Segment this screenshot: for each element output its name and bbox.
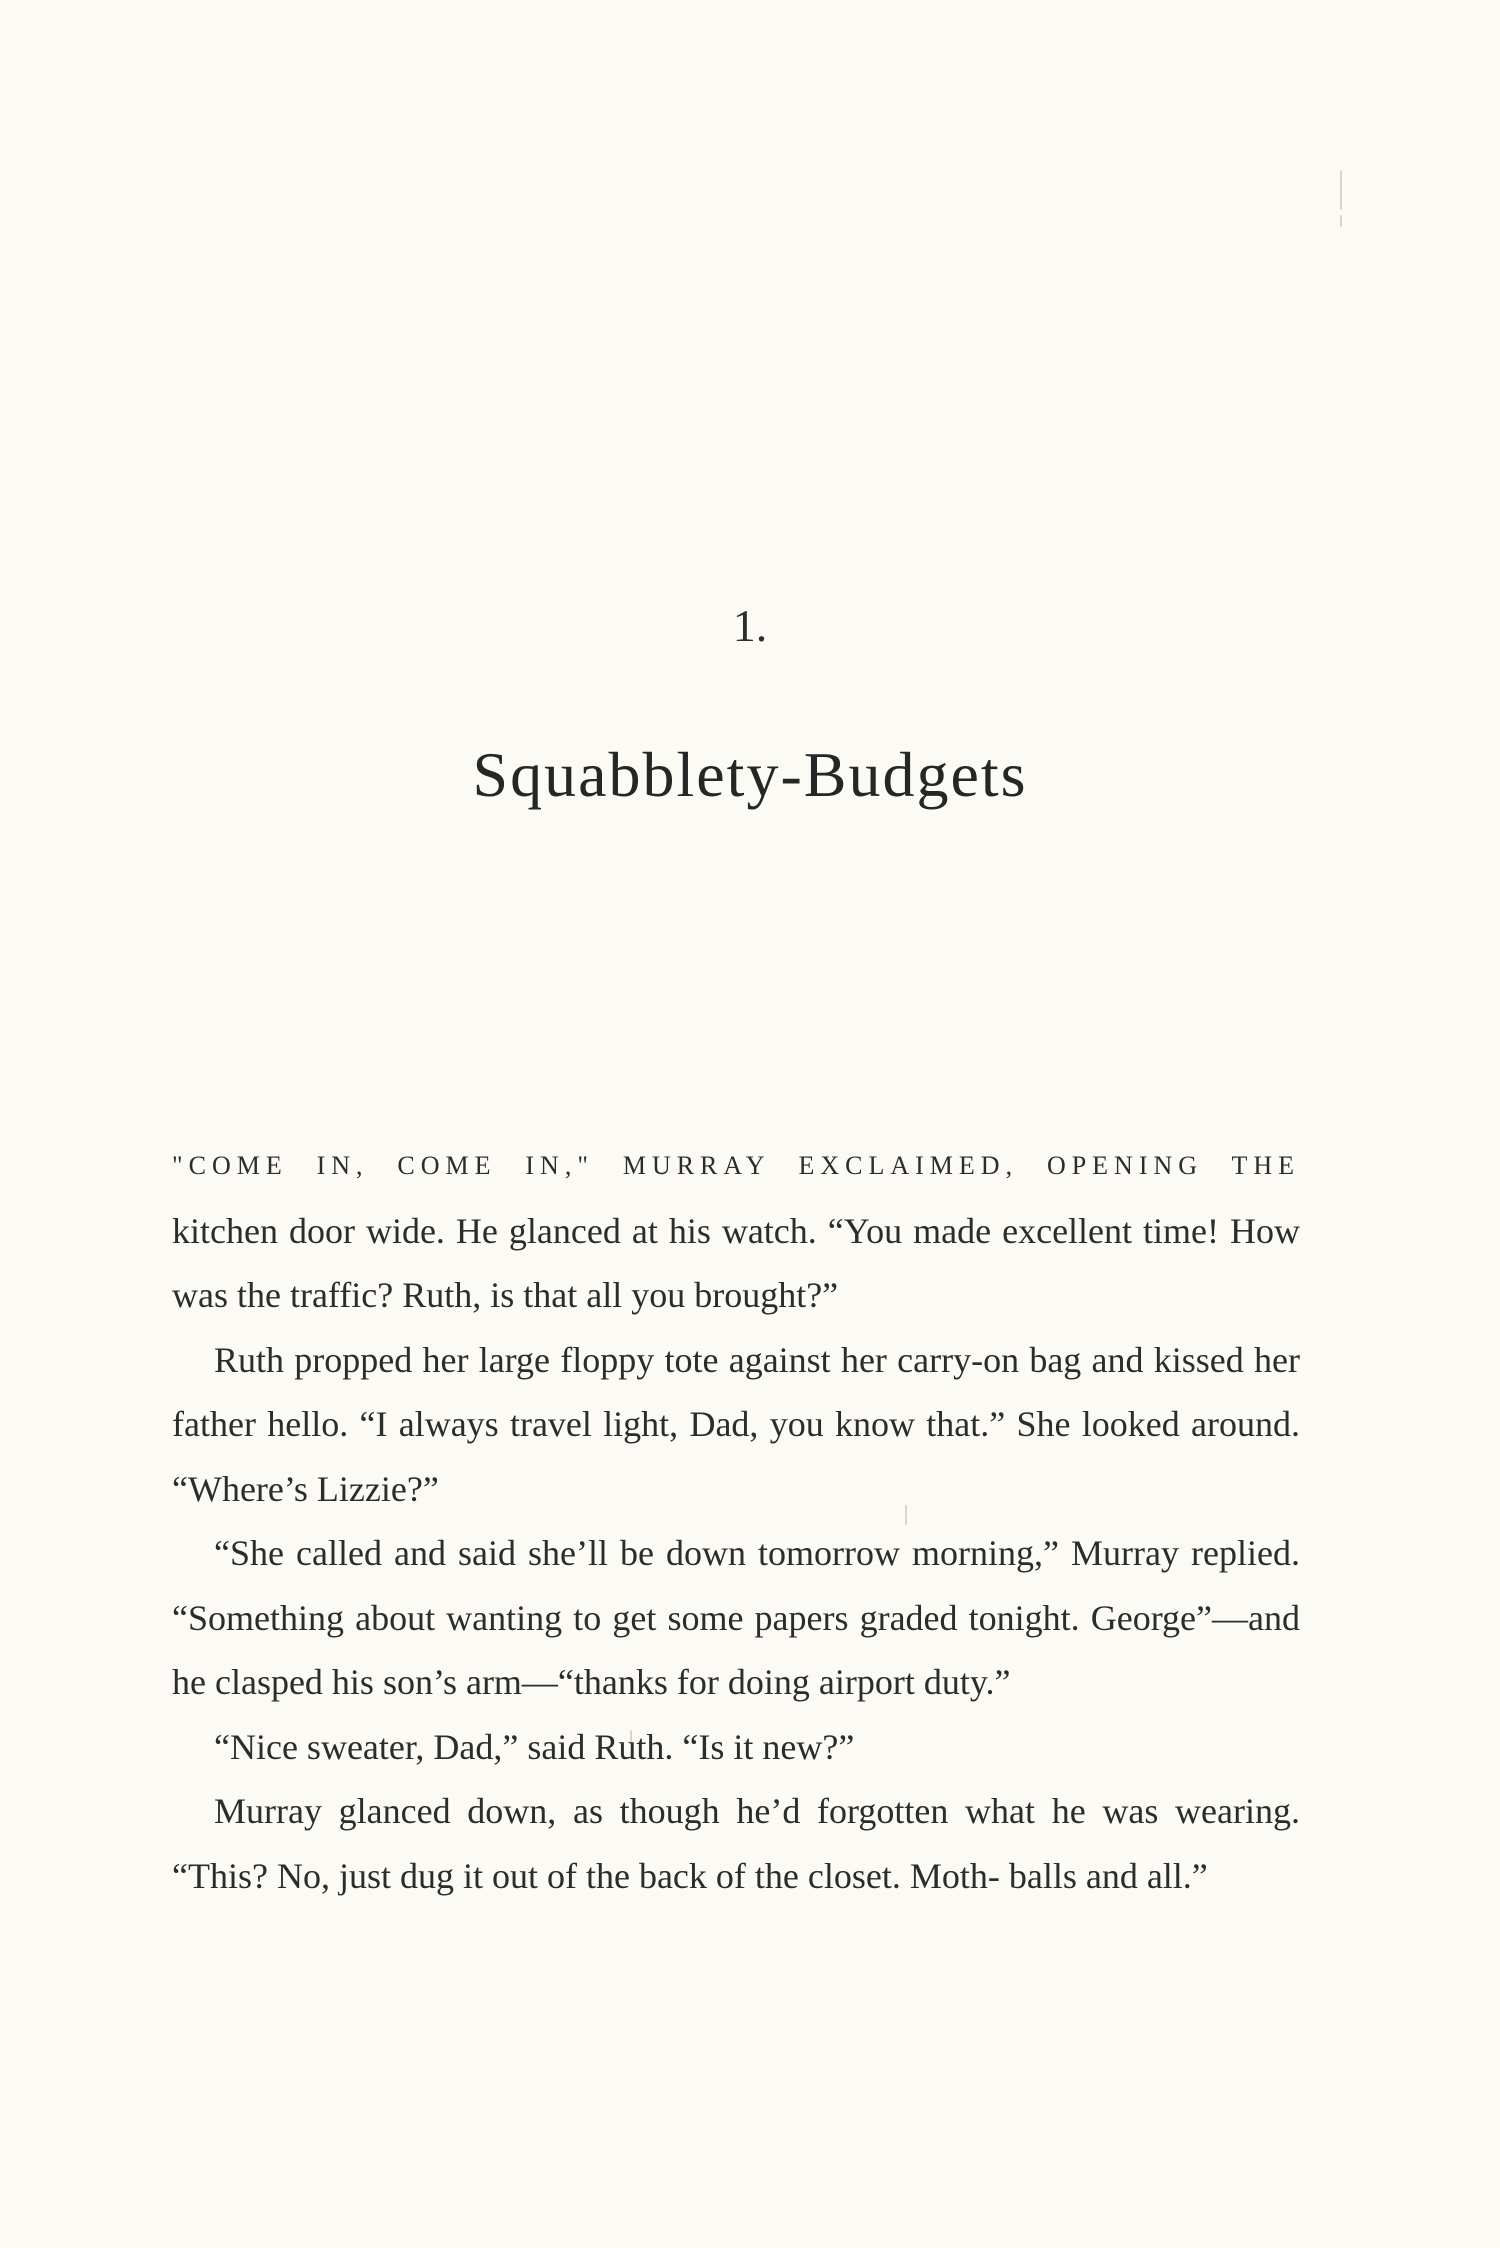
paragraph: “Nice sweater, Dad,” said Ruth. “Is it new?” [214,1726,855,1767]
scan-mark [1340,170,1342,210]
paragraph: Murray glanced down, as though he’d forgotten what he was wearing. “This? No, just dug it out of the back of the closet. Moth- balls and all.” [172,1791,1300,1896]
scan-mark [1340,215,1342,227]
opening-rest: kitchen door wide. He glanced at his watch. “You made excellent time! How was the traffic? Ruth, is that all you brought?” [172,1210,1300,1315]
paragraph: “She called and said she’ll be down tomorrow morning,” Murray replied. “Something about wanting to get some papers graded tonight. George”—and he clasped his son’s arm—“thanks for doing airport duty.” [172,1533,1300,1702]
chapter-number: 1. [732,600,768,651]
chapter-body [172,1130,1300,1908]
paragraph: Ruth propped her large floppy tote against her carry-on bag and kissed her father hello. “I always travel light, Dad, you know that.” She looked around. “Where’s Lizzie?” [172,1339,1300,1509]
opening-smallcaps: "COME IN, COME IN," MURRAY EXCLAIMED, OPENING THE [172,1151,1300,1180]
paragraph-opening [172,1130,1300,1328]
chapter-title: Squabblety-Budgets [472,739,1028,810]
